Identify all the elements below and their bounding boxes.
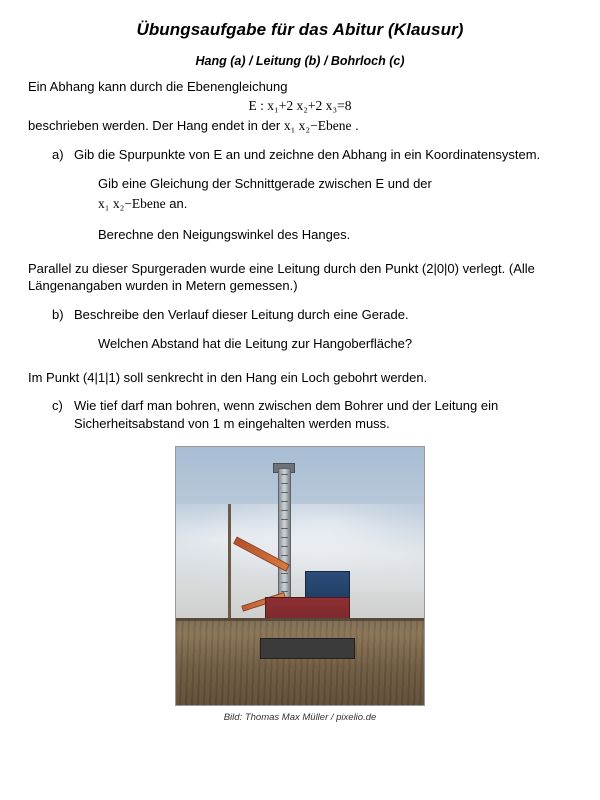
task-a-subline-1: Gib eine Gleichung der Schnittgerade zwischen E und der (98, 176, 432, 192)
intro-line-1: Ein Abhang kann durch die Ebenengleichung (28, 79, 288, 94)
para-leitung-point: (2|0|0) (421, 260, 459, 276)
para-bohrloch-after: soll senkrecht in den Hang ein Loch gebohrt werden. (123, 369, 428, 385)
task-b-subline-1: Welchen Abstand hat die Leitung zur Hangoberfläche? (98, 336, 413, 352)
task-text-b: Beschreibe den Verlauf dieser Leitung durch eine Gerade. (74, 306, 409, 322)
photo-clouds (176, 504, 424, 592)
para-bohrloch-before: Im Punkt (28, 369, 80, 385)
task-a-subline-2 (52, 195, 572, 213)
para-leitung (28, 260, 572, 295)
figure-drilling-rig (175, 446, 425, 723)
photo-field-texture (176, 618, 424, 706)
task-item-c (52, 397, 572, 432)
para-bohrloch (28, 369, 572, 387)
photo-pole (228, 504, 231, 623)
task-list-c (28, 397, 572, 432)
page-title: Übungsaufgabe für das Abitur (Klausur) (136, 20, 464, 39)
task-label-c: c) (52, 398, 63, 414)
para-leitung-after: verlegt. (Alle Längenangaben wurden in Metern gemessen.) (28, 260, 535, 294)
figure-caption: Bild: Thomas Max Müller / pixelio.de (223, 712, 377, 724)
task-a-subline-3: Berechne den Neigungswinkel des Hanges. (98, 227, 351, 243)
rig-track (260, 638, 354, 659)
intro-line-2-math: x₁ x₂−Ebene (283, 117, 352, 133)
task-label-a: a) (52, 146, 64, 162)
para-bohrloch-point: (4|1|1) (82, 369, 121, 385)
intro-line-2-after: . (355, 117, 359, 133)
task-item-b (52, 306, 572, 324)
task-item-a (52, 146, 572, 164)
photo-horizon-line (176, 618, 424, 621)
drilling-rig-photo (175, 446, 425, 706)
rig-mast (278, 468, 291, 602)
task-text-c: Wie tief darf man bohren, wenn zwischen dem Bohrer und der Leitung ein Sicherheitsabstand von 1 m eingehalten werden muss. (74, 398, 499, 431)
task-list-a (28, 146, 572, 244)
task-a-subline-2-after: an. (169, 195, 188, 211)
task-a-subline-2-math: x₁ x₂−Ebene (98, 195, 166, 211)
task-text-a: Gib die Spurpunkte von E an und zeichne den Abhang in ein Koordinatensystem. (74, 146, 541, 162)
task-list-b (28, 306, 572, 353)
intro-line-2 (28, 117, 572, 135)
task-label-b: b) (52, 306, 64, 322)
plane-equation (28, 98, 572, 114)
plane-equation-text: E : x₁+2 x₂+2 x₃=8 (248, 97, 352, 113)
intro-line-2-before: beschrieben werden. Der Hang endet in der (28, 117, 281, 133)
para-leitung-before: Parallel zu dieser Spurgeraden wurde eine Leitung durch den Punkt (28, 260, 419, 276)
page-subtitle: Hang (a) / Leitung (b) / Bohrloch (c) (195, 54, 405, 68)
